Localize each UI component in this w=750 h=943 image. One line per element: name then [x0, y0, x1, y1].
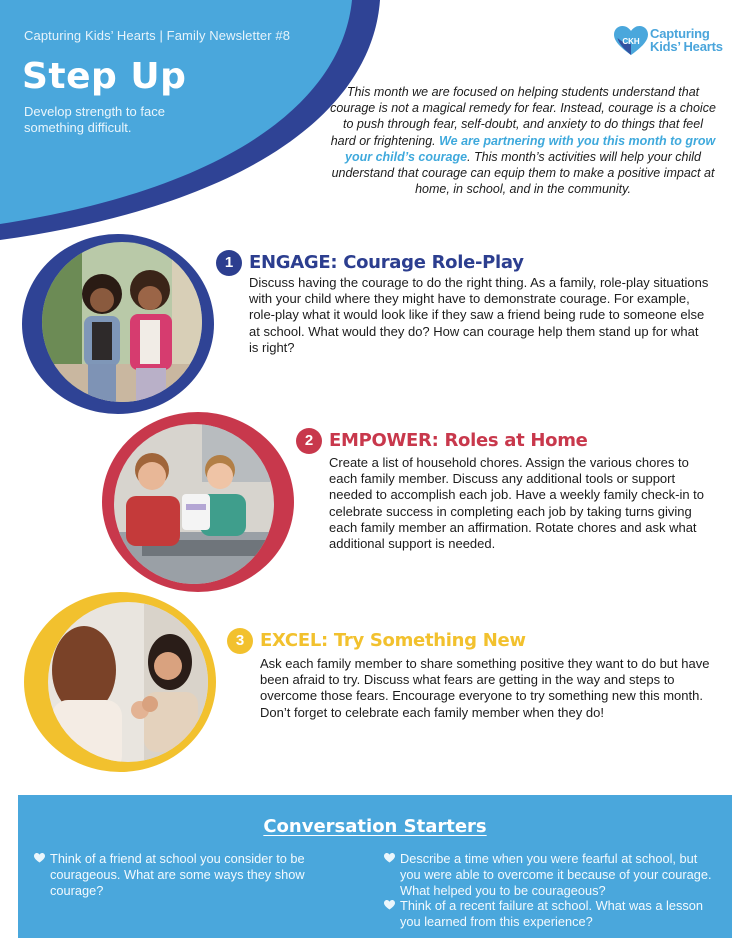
activity-2-number-badge: 2: [296, 428, 322, 454]
conversation-starters-title: Conversation Starters: [263, 816, 487, 837]
heart-logo-icon: [614, 26, 648, 56]
heart-bullet-icon: [384, 853, 395, 863]
conversation-right-column: [384, 851, 712, 930]
logo-line-1: Capturing: [650, 26, 710, 41]
conversation-item-text: Describe a time when you were fearful at school, but you were able to overcome it because of your courage. What helped you to be courageous?: [400, 851, 712, 898]
activity-3-title: EXCEL: Try Something New: [260, 630, 526, 651]
activity-3-photo: [24, 592, 216, 772]
activity-2-photo: [102, 412, 294, 592]
logo-line-2: Kids’ Hearts: [650, 39, 723, 54]
intro-paragraph: [330, 84, 716, 197]
logo-wordmark: [650, 27, 723, 53]
activity-3-body: Ask each family member to share something positive they want to do but have been afraid to try. Discuss what fears are getting in the way and steps to overcome those fears. Encourage everyone to try something new this month. Don’t forget to celebrate each family member when they do!: [260, 656, 710, 720]
intro-text-end: . This month’s activities will help your child understand that courage can equip them to make a positive impact at home, in school, and in the community.: [331, 149, 715, 197]
intro-highlight: We are partnering with you this month to grow your child’s courage: [345, 133, 716, 164]
activity-1-number-badge: 1: [216, 250, 242, 276]
activity-1-body: Discuss having the courage to do the right thing. As a family, role-play situations with your child where they might have to demonstrate courage. For example, role-play what it would look like if they saw a friend being rude to someone else at school. What would they do? How can courage help them stand up for what is right?: [249, 275, 709, 355]
svg-text:CKH: CKH: [622, 37, 640, 46]
activity-2-title: EMPOWER: Roles at Home: [329, 430, 588, 451]
heart-bullet-icon: [34, 853, 45, 863]
page-subtitle: Develop strength to face something difficult.: [24, 104, 165, 135]
conversation-item: [384, 898, 712, 930]
intro-text: This month we are focused on helping students understand that courage is not a magical remedy for fear. Instead, courage is a choice to push through fear, self-doubt, and anxiety to do things that feel hard or frightening.: [330, 85, 716, 148]
activity-3-number-badge: 3: [227, 628, 253, 654]
activity-2-body: Create a list of household chores. Assign the various chores to each family member. Discuss any additional tools or support needed to accomplish each job. Have a weekly family check-in to celebrate success in completing each job by taking turns giving each family member an affirmation. Rotate chores and ask what additional support is needed.: [329, 455, 705, 552]
conversation-item: [34, 851, 344, 898]
activity-3-photo-ring: [24, 592, 216, 772]
activity-1-photo: [22, 234, 214, 414]
activity-1-title: ENGAGE: Courage Role-Play: [249, 252, 524, 273]
conversation-item: [384, 851, 712, 898]
activity-2-photo-ring: [102, 412, 294, 592]
conversation-item-text: Think of a friend at school you consider to be courageous. What are some ways they show courage?: [50, 851, 305, 898]
newsletter-series-line: Capturing Kids’ Hearts | Family Newsletter #8: [24, 28, 291, 43]
capturing-kids-hearts-logo: [614, 26, 734, 58]
page-title: Step Up: [22, 56, 187, 97]
activity-1-photo-ring: [22, 234, 214, 414]
conversation-item-text: Think of a recent failure at school. What was a lesson you learned from this experience?: [400, 898, 704, 930]
conversation-left-column: [34, 851, 344, 898]
heart-bullet-icon: [384, 900, 395, 910]
